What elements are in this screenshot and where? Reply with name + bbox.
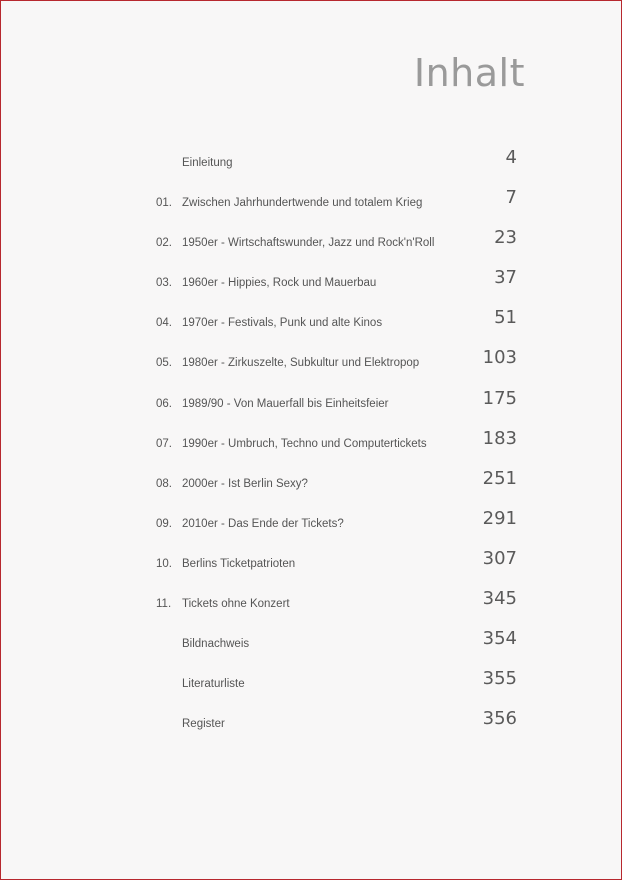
toc-entry-label: Einleitung xyxy=(182,157,233,169)
toc-entry-label: 1990er - Umbruch, Techno und Computertickets xyxy=(182,438,427,450)
toc-entry-page: 23 xyxy=(494,227,517,248)
toc-entry-page: 354 xyxy=(482,628,517,649)
toc-entry-label: 2000er - Ist Berlin Sexy? xyxy=(182,478,308,490)
toc-entry-number: 03. xyxy=(156,277,172,289)
toc-entry-page: 37 xyxy=(494,267,517,288)
toc-entry-label: 1989/90 - Von Mauerfall bis Einheitsfeier xyxy=(182,398,389,410)
toc-entry-number: 08. xyxy=(156,478,172,490)
toc-entry-label: 1950er - Wirtschaftswunder, Jazz und Rock'n'Roll xyxy=(182,237,435,249)
toc-entry-label: 2010er - Das Ende der Tickets? xyxy=(182,518,344,530)
toc-entry-label: Berlins Ticketpatrioten xyxy=(182,558,296,570)
toc-entry-page: 4 xyxy=(505,147,517,168)
toc-entry-page: 51 xyxy=(494,307,517,328)
toc-entry-page: 175 xyxy=(482,388,517,409)
toc-entry-label: 1980er - Zirkuszelte, Subkultur und Elektropop xyxy=(182,357,420,369)
toc-entry-page: 251 xyxy=(482,468,517,489)
toc-entry-page: 183 xyxy=(482,428,517,449)
toc-entry[interactable] xyxy=(1,508,621,538)
toc-entry-page: 356 xyxy=(482,708,517,729)
toc-entry-page: 103 xyxy=(482,347,517,368)
toc-entry-label: Zwischen Jahrhundertwende und totalem Krieg xyxy=(182,197,423,209)
toc-entry-number: 06. xyxy=(156,398,172,410)
toc-entry-page: 7 xyxy=(505,187,517,208)
toc-entry-label: 1970er - Festivals, Punk und alte Kinos xyxy=(182,317,383,329)
toc-entry[interactable] xyxy=(1,227,621,257)
toc-entry[interactable] xyxy=(1,708,621,738)
toc-entry[interactable] xyxy=(1,147,621,177)
toc-entry-number: 11. xyxy=(156,598,172,610)
toc-entry-page: 345 xyxy=(482,588,517,609)
toc-entry-page: 307 xyxy=(482,548,517,569)
toc-entry-number: 01. xyxy=(156,197,172,209)
toc-entry[interactable] xyxy=(1,428,621,458)
toc-entry-label: Tickets ohne Konzert xyxy=(182,598,290,610)
toc-entry[interactable] xyxy=(1,588,621,618)
toc-entry[interactable] xyxy=(1,628,621,658)
toc-entry[interactable] xyxy=(1,347,621,377)
toc-entry-number: 05. xyxy=(156,357,172,369)
toc-entry-number: 07. xyxy=(156,438,172,450)
page-title: Inhalt xyxy=(413,51,525,95)
toc-entry-number: 09. xyxy=(156,518,172,530)
toc-entry-label: 1960er - Hippies, Rock und Mauerbau xyxy=(182,277,377,289)
toc-entry[interactable] xyxy=(1,468,621,498)
toc-entry-number: 02. xyxy=(156,237,172,249)
toc-entry-label: Bildnachweis xyxy=(182,638,250,650)
toc-entry[interactable] xyxy=(1,548,621,578)
toc-entry-page: 291 xyxy=(482,508,517,529)
toc-entry[interactable] xyxy=(1,187,621,217)
toc-entry[interactable] xyxy=(1,668,621,698)
toc-entry-label: Literaturliste xyxy=(182,678,245,690)
toc-entry[interactable] xyxy=(1,388,621,418)
toc-entry[interactable] xyxy=(1,307,621,337)
toc-entry-page: 355 xyxy=(482,668,517,689)
toc-entry-number: 04. xyxy=(156,317,172,329)
toc-entry[interactable] xyxy=(1,267,621,297)
toc-entry-number: 10. xyxy=(156,558,172,570)
toc-entry-label: Register xyxy=(182,718,225,730)
